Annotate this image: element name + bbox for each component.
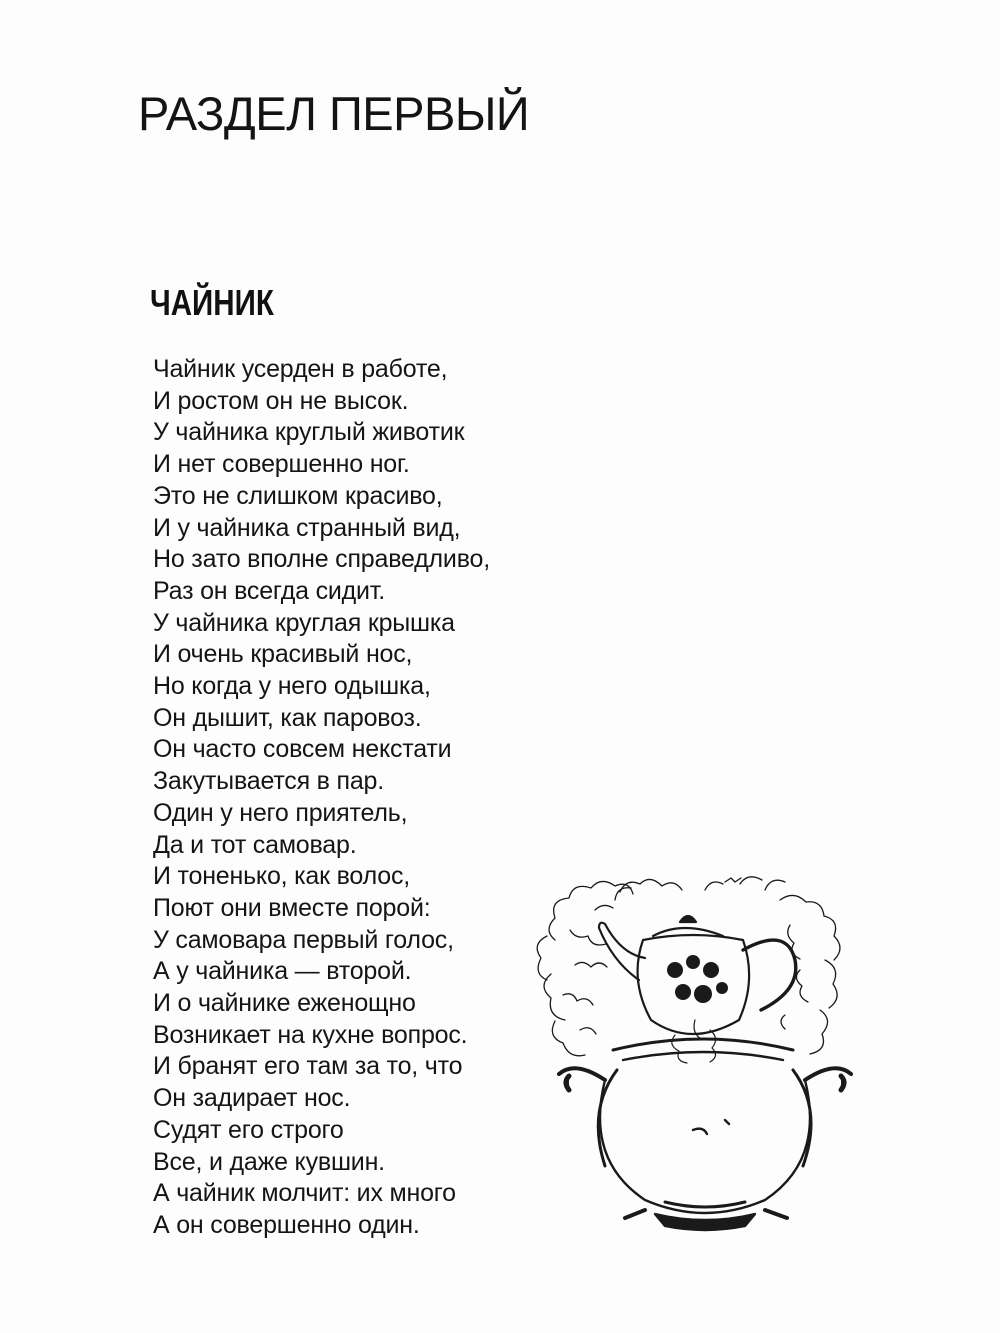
poem-line: Все, и даже кувшин. — [153, 1147, 385, 1176]
poem-line: Закутывается в пар. — [153, 767, 384, 796]
poem-line: И нет совершенно ног. — [153, 450, 410, 479]
poem-line: И бранят его там за то, что — [153, 1052, 463, 1081]
poem-line: И у чайника странный вид, — [153, 513, 461, 542]
teapot — [599, 916, 796, 1034]
poem-title: ЧАЙНИК — [150, 282, 274, 323]
poem-line: Возникает на кухне вопрос. — [153, 1020, 468, 1049]
poem-line: Судят его строго — [153, 1115, 344, 1144]
poem-line: И ростом он не высок. — [153, 386, 409, 415]
poem-line: Но когда у него одышка, — [153, 672, 431, 701]
section-title: РАЗДЕЛ ПЕРВЫЙ — [138, 87, 530, 140]
poem-line: Один у него приятель, — [153, 798, 408, 827]
poem-line: И о чайнике еженощно — [153, 989, 416, 1018]
poem-line: И тоненько, как волос, — [153, 862, 410, 891]
poem-line: Раз он всегда сидит. — [153, 576, 386, 605]
poem-line: У чайника круглая крышка — [153, 608, 455, 637]
poem-line: Чайник усерден в работе, — [153, 355, 448, 383]
poem-line: Но зато вполне справедливо, — [153, 545, 490, 574]
steam-cloud-right — [740, 877, 840, 1054]
poem-line: А чайник молчит: их много — [153, 1179, 456, 1208]
poem-line: Поют они вместе порой: — [153, 893, 431, 922]
poem-line: У чайника круглый животик — [153, 418, 465, 447]
poem-line: Это не слишком красиво, — [153, 481, 443, 510]
poem-line: А он совершенно один. — [153, 1210, 420, 1239]
poem-text — [153, 354, 490, 1242]
samovar — [559, 1039, 851, 1230]
poem-line: Да и тот самовар. — [153, 830, 357, 859]
poem-line: У самовара первый голос, — [153, 925, 454, 954]
poem-line: Он дышит, как паровоз. — [153, 703, 422, 732]
poem-line: Он задирает нос. — [153, 1084, 351, 1113]
poem-line: А у чайника — второй. — [153, 957, 412, 986]
poem-line: И очень красивый нос, — [153, 640, 413, 669]
steam-middle — [672, 1020, 716, 1063]
steam-cloud-left — [537, 881, 633, 1055]
teapot-samovar-illustration — [525, 870, 855, 1240]
steam-puff-top — [620, 878, 741, 892]
poem-line: Он часто совсем некстати — [153, 735, 452, 764]
